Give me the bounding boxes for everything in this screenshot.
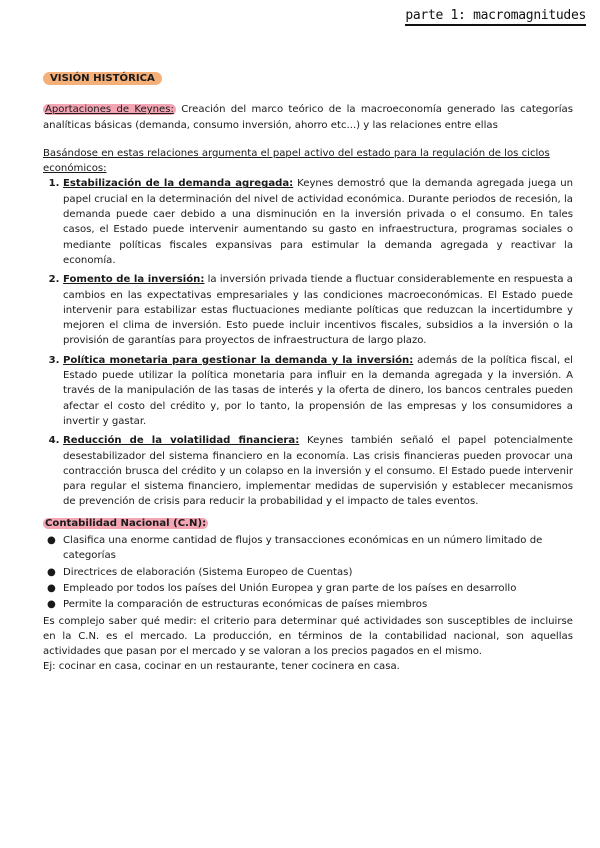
cn-bullet-2	[47, 565, 573, 580]
section-title-text: VISIÓN HISTÓRICA	[43, 72, 162, 85]
bullet-icon: ●	[47, 566, 56, 578]
cn-paragraph: Es complejo saber qué medir: el criterio para determinar qué actividades son susceptibles de incluirse en la C.N. es el mercado. La producción, en términos de la contabilidad nacional, son aquellas actividades que pasan por el mercado y se valoran a los precios pagados en el mismo.	[43, 615, 573, 658]
point-1	[63, 176, 573, 268]
page-label	[405, 8, 586, 26]
point-1-title: Estabilización de la demanda agregada:	[63, 178, 294, 190]
cn-bullet-list	[43, 533, 573, 612]
cn-bullet-3	[47, 581, 573, 596]
keynes-text: Creación del marco teórico de la macroeconomía generado las categorías analíticas básicas (demanda, consumo inversión, ahorro etc...) y las relaciones entre ellas	[43, 104, 573, 131]
point-2	[63, 272, 573, 348]
cn-title-text: Contabilidad Nacional (C.N):	[45, 517, 207, 529]
bullet-icon: ●	[47, 582, 56, 594]
cn-bullet-4	[47, 597, 573, 612]
keynes-points-list	[43, 176, 573, 509]
keynes-paragraph	[43, 102, 573, 133]
point-4-text: Keynes también señaló el papel potencialmente desestabilizador del sistema financiero en la economía. Las crisis financieras pueden provocar una contracción brusca del crédito y un colapso en la inversión y el consumo. El Estado puede intervenir para regular el sistema financiero, implementar medidas de supervisión y establecer mecanismos de prevención de crisis para reducir la probabilidad y el impacto de tales eventos.	[63, 435, 573, 508]
document-body	[43, 71, 573, 675]
point-1-text: Keynes demostró que la demanda agregada juega un papel crucial en la determinación del nivel de actividad económica. Durante periodos de recesión, la demanda puede caer debido a una disminución en la inversión privada o el consumo. En tales casos, el Estado puede intervenir aumentando su gasto en infraestructura, programas sociales o mediante políticas fiscales expansivas para estimular la demanda agregada y reactivar la economía.	[63, 178, 573, 266]
cn-title	[43, 516, 573, 531]
bullet-icon: ●	[47, 599, 56, 611]
point-2-text: la inversión privada tiende a fluctuar considerablemente en respuesta a cambios en las expectativas empresariales y las condiciones macroeconómicas. El Estado puede intervenir para estabilizar estas fluctuaciones mediante políticas que reduzcan la incertidumbre y mejoren el clima de inversión. Esto puede incluir incentivos fiscales, subsidios a la inversión o la provisión de garantías para proyectos de infraestructura de largo plazo.	[63, 274, 573, 347]
page-label-text: parte 1: macromagnitudes	[405, 8, 586, 23]
section-title	[43, 71, 573, 86]
intro-underlined: Basándose en estas relaciones argumenta el papel activo del estado para la regulación de los ciclos económicos:	[43, 147, 550, 175]
cn-bullet-3-text: Empleado por todos los países del Unión Europea y gran parte de los países en desarrollo	[63, 582, 517, 594]
cn-bullet-1-text: Clasifica una enorme cantidad de flujos y transacciones económicas en un número limitado de categorías	[63, 535, 543, 562]
cn-bullet-4-text: Permite la comparación de estructuras económicas de países miembros	[63, 599, 428, 611]
point-3	[63, 353, 573, 429]
bullet-icon: ●	[47, 535, 56, 547]
point-2-title: Fomento de la inversión:	[63, 274, 205, 286]
keynes-label: Aportaciones de Keynes:	[45, 104, 174, 116]
point-4-title: Reducción de la volatilidad financiera:	[63, 435, 300, 447]
point-4	[63, 433, 573, 509]
page-label-underline	[405, 24, 586, 26]
cn-example: Ej: cocinar en casa, cocinar en un restaurante, tener cocinera en casa.	[43, 661, 400, 673]
cn-bullet-2-text: Directrices de elaboración (Sistema Europeo de Cuentas)	[63, 566, 353, 578]
cn-bullet-1	[47, 533, 573, 564]
point-3-text: además de la política fiscal, el Estado puede utilizar la política monetaria para influir en la demanda agregada y la inversión. A través de la manipulación de las tasas de interés y la oferta de dinero, los bancos centrales pueden afectar el costo del crédito y, por lo tanto, la propensión de las empresas y los consumidores a invertir y gastar.	[63, 354, 573, 427]
point-3-title: Política monetaria para gestionar la demanda y la inversión:	[63, 354, 414, 366]
